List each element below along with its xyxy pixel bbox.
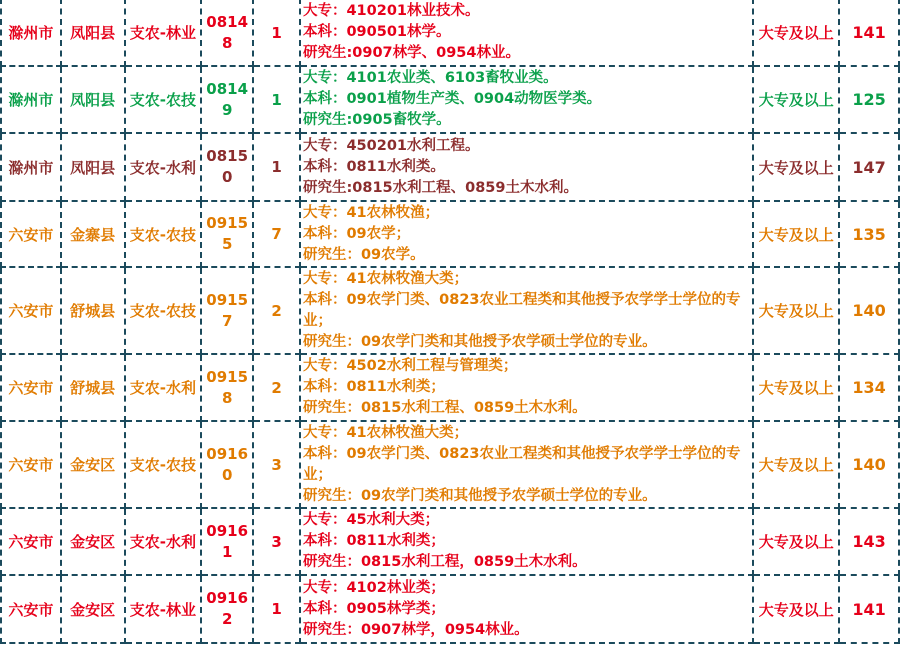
post-cell: 支农-农技 <box>125 201 202 267</box>
headcount-cell: 7 <box>253 201 300 267</box>
city-cell: 滁州市 <box>1 66 61 133</box>
education-cell: 大专及以上 <box>753 508 839 575</box>
headcount-cell: 3 <box>253 421 300 508</box>
major-requirements-cell <box>300 201 753 267</box>
major-line: 本科：0905林学类； <box>302 600 445 617</box>
table-row <box>1 421 899 508</box>
major-line: 大专：4102林业类； <box>302 579 445 596</box>
major-line: 本科：09农学门类、0823农业工程类和其他授予农学学士学位的专业； <box>302 445 741 483</box>
major-line: 研究生：0815水利工程，0859土木水利。 <box>302 554 587 570</box>
major-line: 大专：450201水利工程。 <box>302 137 480 154</box>
major-line: 本科：0811水利类； <box>302 379 445 395</box>
table-row <box>1 575 899 643</box>
position-code-cell: 0916 0 <box>201 421 253 508</box>
city-cell: 滁州市 <box>1 133 61 201</box>
education-cell: 大专及以上 <box>753 0 839 66</box>
table-row <box>1 508 899 575</box>
score-cell: 135 <box>839 201 899 267</box>
education-cell: 大专及以上 <box>753 267 839 354</box>
table-row <box>1 0 899 66</box>
major-line: 研究生:0907林学、0954林业。 <box>302 45 520 61</box>
city-cell: 六安市 <box>1 575 61 643</box>
post-cell: 支农-水利 <box>125 354 202 421</box>
major-line: 研究生：09农学门类和其他授予农学硕士学位的专业。 <box>302 487 657 504</box>
major-line: 本科：09农学； <box>302 225 411 242</box>
city-cell: 六安市 <box>1 201 61 267</box>
score-cell: 143 <box>839 508 899 575</box>
headcount-cell: 1 <box>253 0 300 66</box>
headcount-cell: 1 <box>253 66 300 133</box>
major-line: 研究生：0815水利工程、0859土木水利。 <box>302 400 587 416</box>
major-line: 大专：410201林业技术。 <box>302 3 480 19</box>
county-cell: 舒城县 <box>61 267 125 354</box>
education-cell: 大专及以上 <box>753 575 839 643</box>
score-cell: 125 <box>839 66 899 133</box>
headcount-cell: 2 <box>253 267 300 354</box>
headcount-cell: 1 <box>253 133 300 201</box>
major-line: 大专：41农林牧渔大类； <box>302 270 469 287</box>
major-line: 本科：09农学门类、0823农业工程类和其他授予农学学士学位的专业； <box>302 291 741 329</box>
major-requirements-cell <box>300 133 753 201</box>
major-line: 本科：0811水利类。 <box>302 158 445 175</box>
table-row <box>1 66 899 133</box>
score-cell: 140 <box>839 421 899 508</box>
major-requirements-cell <box>300 267 753 354</box>
education-cell: 大专及以上 <box>753 354 839 421</box>
headcount-cell: 2 <box>253 354 300 421</box>
major-line: 研究生：09农学门类和其他授予农学硕士学位的专业。 <box>302 333 657 350</box>
county-cell: 金安区 <box>61 508 125 575</box>
city-cell: 六安市 <box>1 421 61 508</box>
position-code-cell: 0915 8 <box>201 354 253 421</box>
major-line: 本科：0901植物生产类、0904动物医学类。 <box>302 91 602 107</box>
major-line: 研究生:0905畜牧学。 <box>302 112 451 128</box>
major-requirements-cell <box>300 66 753 133</box>
score-cell: 141 <box>839 575 899 643</box>
table-body <box>1 0 899 643</box>
city-cell: 滁州市 <box>1 0 61 66</box>
major-requirements-cell <box>300 575 753 643</box>
education-cell: 大专及以上 <box>753 66 839 133</box>
headcount-cell: 3 <box>253 508 300 575</box>
major-line: 研究生:0815水利工程、0859土木水利。 <box>302 179 578 196</box>
county-cell: 金安区 <box>61 421 125 508</box>
education-cell: 大专及以上 <box>753 201 839 267</box>
post-cell: 支农-水利 <box>125 133 202 201</box>
post-cell: 支农-水利 <box>125 508 202 575</box>
major-requirements-cell <box>300 421 753 508</box>
county-cell: 凤阳县 <box>61 0 125 66</box>
major-line: 大专：4502水利工程与管理类； <box>302 358 518 374</box>
score-cell: 147 <box>839 133 899 201</box>
table-row <box>1 354 899 421</box>
city-cell: 六安市 <box>1 354 61 421</box>
position-code-cell: 0814 9 <box>201 66 253 133</box>
major-line: 本科：0811水利类； <box>302 533 445 549</box>
major-line: 本科：090501林学。 <box>302 24 451 40</box>
education-cell: 大专及以上 <box>753 133 839 201</box>
table-row <box>1 267 899 354</box>
score-cell: 134 <box>839 354 899 421</box>
post-cell: 支农-农技 <box>125 421 202 508</box>
city-cell: 六安市 <box>1 508 61 575</box>
major-line: 大专：45水利大类； <box>302 512 440 528</box>
county-cell: 金寨县 <box>61 201 125 267</box>
post-cell: 支农-农技 <box>125 267 202 354</box>
position-code-cell: 0915 5 <box>201 201 253 267</box>
county-cell: 舒城县 <box>61 354 125 421</box>
score-cell: 140 <box>839 267 899 354</box>
major-line: 大专：41农林牧渔； <box>302 204 440 221</box>
major-line: 研究生：0907林学，0954林业。 <box>302 621 529 638</box>
county-cell: 凤阳县 <box>61 66 125 133</box>
post-cell: 支农-林业 <box>125 575 202 643</box>
position-code-cell: 0915 7 <box>201 267 253 354</box>
major-line: 大专：41农林牧渔大类； <box>302 424 469 441</box>
city-cell: 六安市 <box>1 267 61 354</box>
major-requirements-cell <box>300 0 753 66</box>
position-code-cell: 0916 2 <box>201 575 253 643</box>
position-code-cell: 0814 8 <box>201 0 253 66</box>
county-cell: 金安区 <box>61 575 125 643</box>
major-line: 大专：4101农业类、6103畜牧业类。 <box>302 70 558 86</box>
position-code-cell: 0815 0 <box>201 133 253 201</box>
major-requirements-cell <box>300 508 753 575</box>
position-code-cell: 0916 1 <box>201 508 253 575</box>
county-cell: 凤阳县 <box>61 133 125 201</box>
major-requirements-cell <box>300 354 753 421</box>
table-row <box>1 201 899 267</box>
table-row <box>1 133 899 201</box>
post-cell: 支农-林业 <box>125 0 202 66</box>
headcount-cell: 1 <box>253 575 300 643</box>
education-cell: 大专及以上 <box>753 421 839 508</box>
major-line: 研究生：09农学。 <box>302 246 425 263</box>
score-cell: 141 <box>839 0 899 66</box>
post-cell: 支农-农技 <box>125 66 202 133</box>
